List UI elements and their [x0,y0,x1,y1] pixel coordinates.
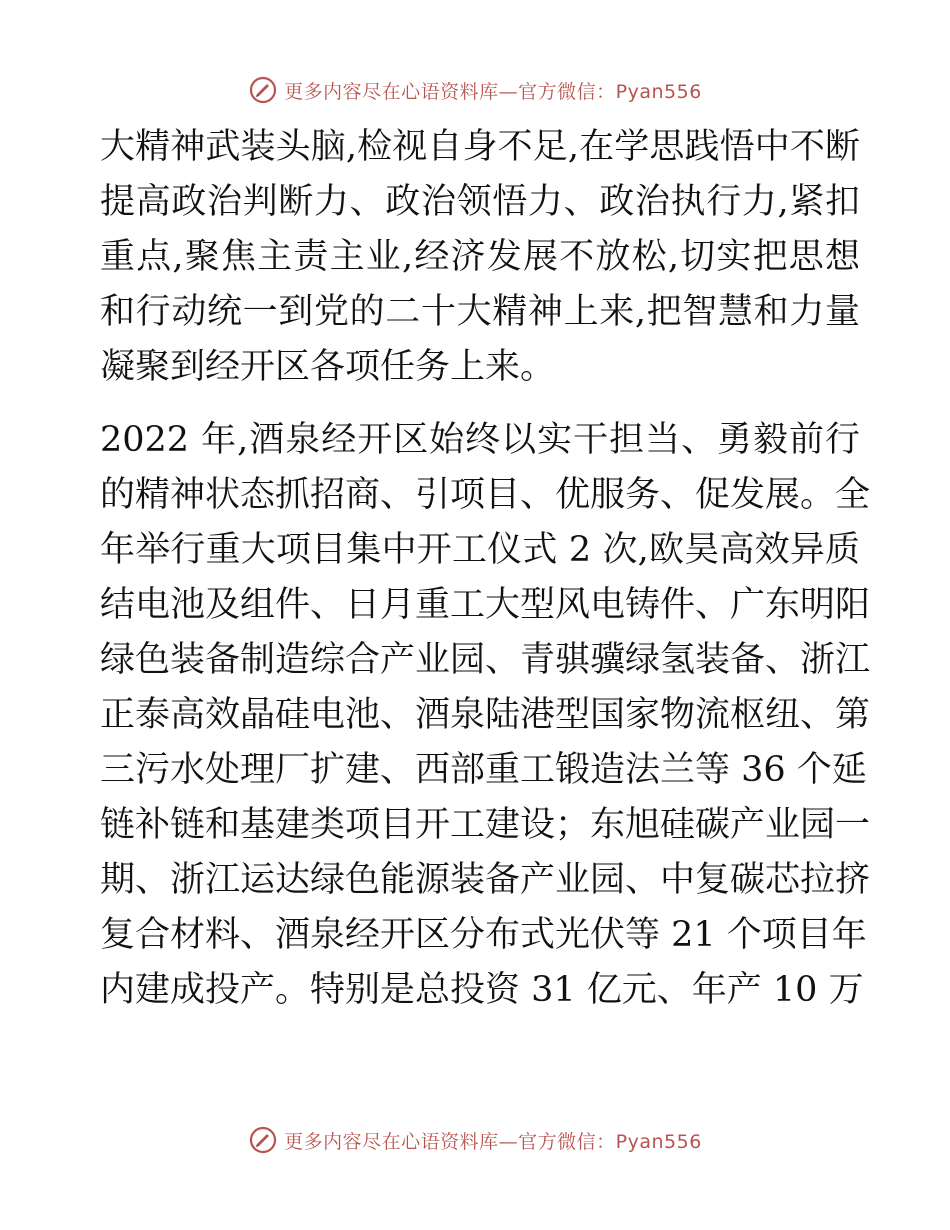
brand-logo-icon [248,75,278,105]
header-wechat-id: Pyan556 [615,80,702,103]
text-line: 链补链和基建类项目开工建设；东旭硅碳产业园一 [100,805,871,845]
text-line: 提高政治判断力、政治领悟力、政治执行力,紧扣 [100,182,860,222]
text-line: 和行动统一到党的二十大精神上来,把智慧和力量 [100,292,860,332]
text-line: 内建成投产。特别是总投资 31 亿元、年产 10 万 [100,970,864,1010]
text-line: 绿色装备制造综合产业园、青骐骥绿氢装备、浙江 [100,640,871,680]
text-line: 大精神武装头脑,检视自身不足,在学思践悟中不断 [100,127,860,167]
header-banner-text: 更多内容尽在心语资料库—官方微信： [284,80,616,103]
header-banner [248,75,702,105]
text-line: 凝聚到经开区各项任务上来。 [100,347,556,387]
text-line: 的精神状态抓招商、引项目、优服务、促发展。全 [100,475,871,515]
text-line: 重点,聚焦主责主业,经济发展不放松,切实把思想 [100,237,860,277]
paragraph-spacer [100,395,860,413]
footer-banner-text: 更多内容尽在心语资料库—官方微信： [284,1130,616,1153]
brand-logo-icon [248,1125,278,1155]
text-line: 2022 年,酒泉经开区始终以实干担当、勇毅前行 [100,420,860,460]
document-body [100,120,871,1018]
text-line: 复合材料、酒泉经开区分布式光伏等 21 个项目年 [100,915,867,955]
text-line: 结电池及组件、日月重工大型风电铸件、广东明阳 [100,585,871,625]
page-footer [0,1120,950,1160]
footer-wechat-id: Pyan556 [615,1130,702,1153]
text-line: 年举行重大项目集中开工仪式 2 次,欧昊高效异质 [100,530,860,570]
text-line: 正泰高效晶硅电池、酒泉陆港型国家物流枢纽、第 [100,695,871,735]
page-header [0,70,950,110]
text-line: 三污水处理厂扩建、西部重工锻造法兰等 36 个延 [100,750,867,790]
text-line: 期、浙江运达绿色能源装备产业园、中复碳芯拉挤 [100,860,871,900]
paragraph-2 [100,413,871,1018]
paragraph-1 [100,120,860,395]
footer-banner [248,1125,702,1155]
